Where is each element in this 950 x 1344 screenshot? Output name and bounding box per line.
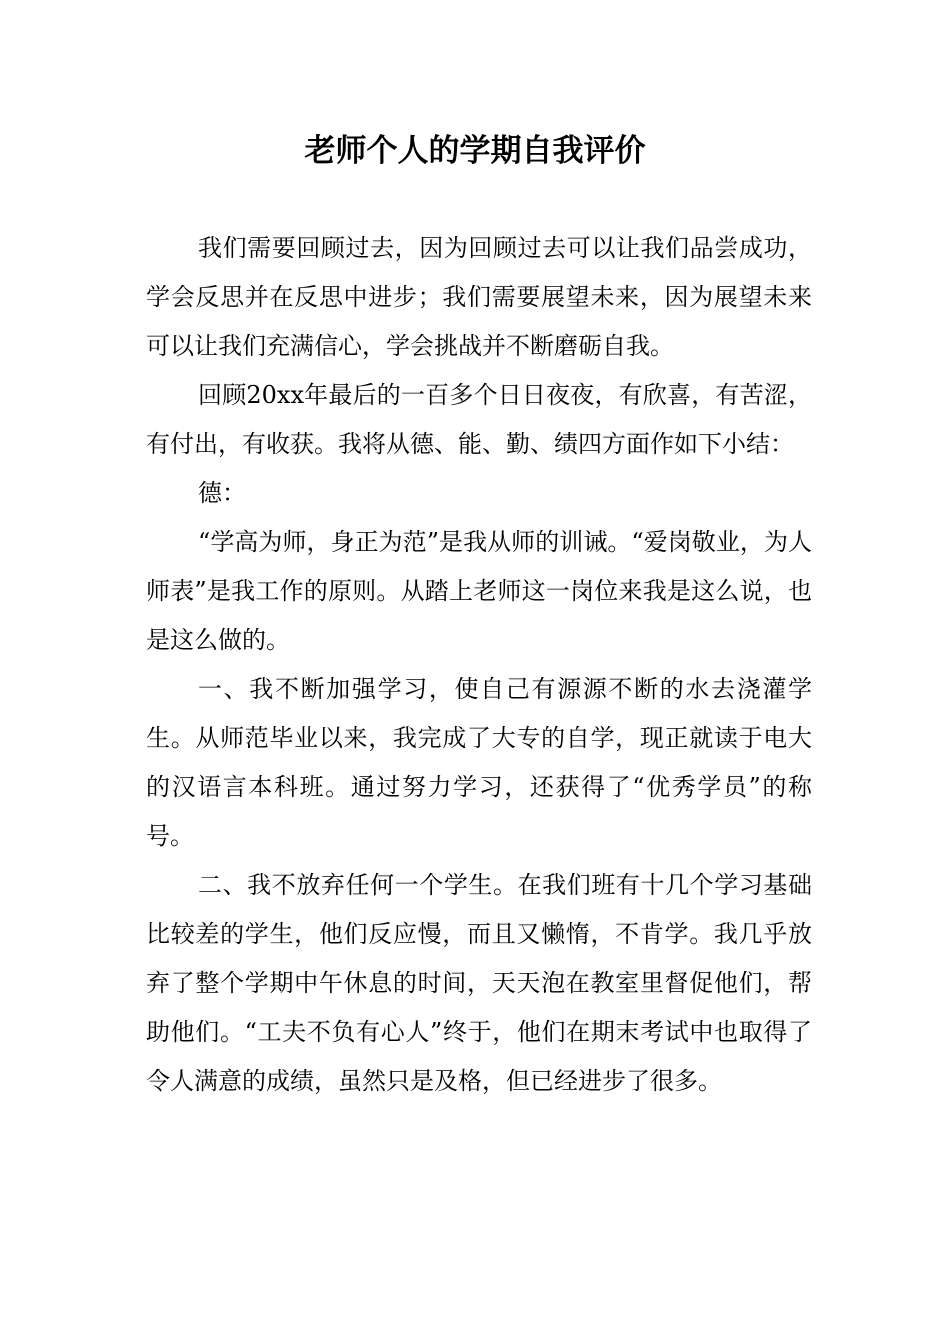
paragraph: “学高为师，身正为范”是我从师的训诫。“爱岗敬业，为人师表”是我工作的原则。从踏上老师这一岗位来我是这么说，也是这么做的。 <box>146 528 812 654</box>
paragraph: 我们需要回顾过去，因为回顾过去可以让我们品尝成功，学会反思并在反思中进步；我们需要展望未来，因为展望未来可以让我们充满信心，学会挑战并不断磨砺自我。 <box>146 234 812 360</box>
document-title: 老师个人的学期自我评价 <box>304 133 646 169</box>
document-body <box>146 224 812 1106</box>
paragraph: 一、我不断加强学习，使自己有源源不断的水去浇灌学生。从师范毕业以来，我完成了大专的自学，现正就读于电大的汉语言本科班。通过努力学习，还获得了“优秀学员”的称号。 <box>146 675 812 850</box>
section-heading: 德： <box>198 479 246 507</box>
paragraph: 二、我不放弃任何一个学生。在我们班有十几个学习基础比较差的学生，他们反应慢，而且又懒惰，不肯学。我几乎放弃了整个学期中午休息的时间，天天泡在教室里督促他们，帮助他们。“工夫不负有心人”终于，他们在期末考试中也取得了令人满意的成绩，虽然只是及格，但已经进步了很多。 <box>146 871 812 1095</box>
paragraph: 回顾20xx年最后的一百多个日日夜夜，有欣喜，有苦涩，有付出，有收获。我将从德、能、勤、绩四方面作如下小结： <box>146 381 812 458</box>
